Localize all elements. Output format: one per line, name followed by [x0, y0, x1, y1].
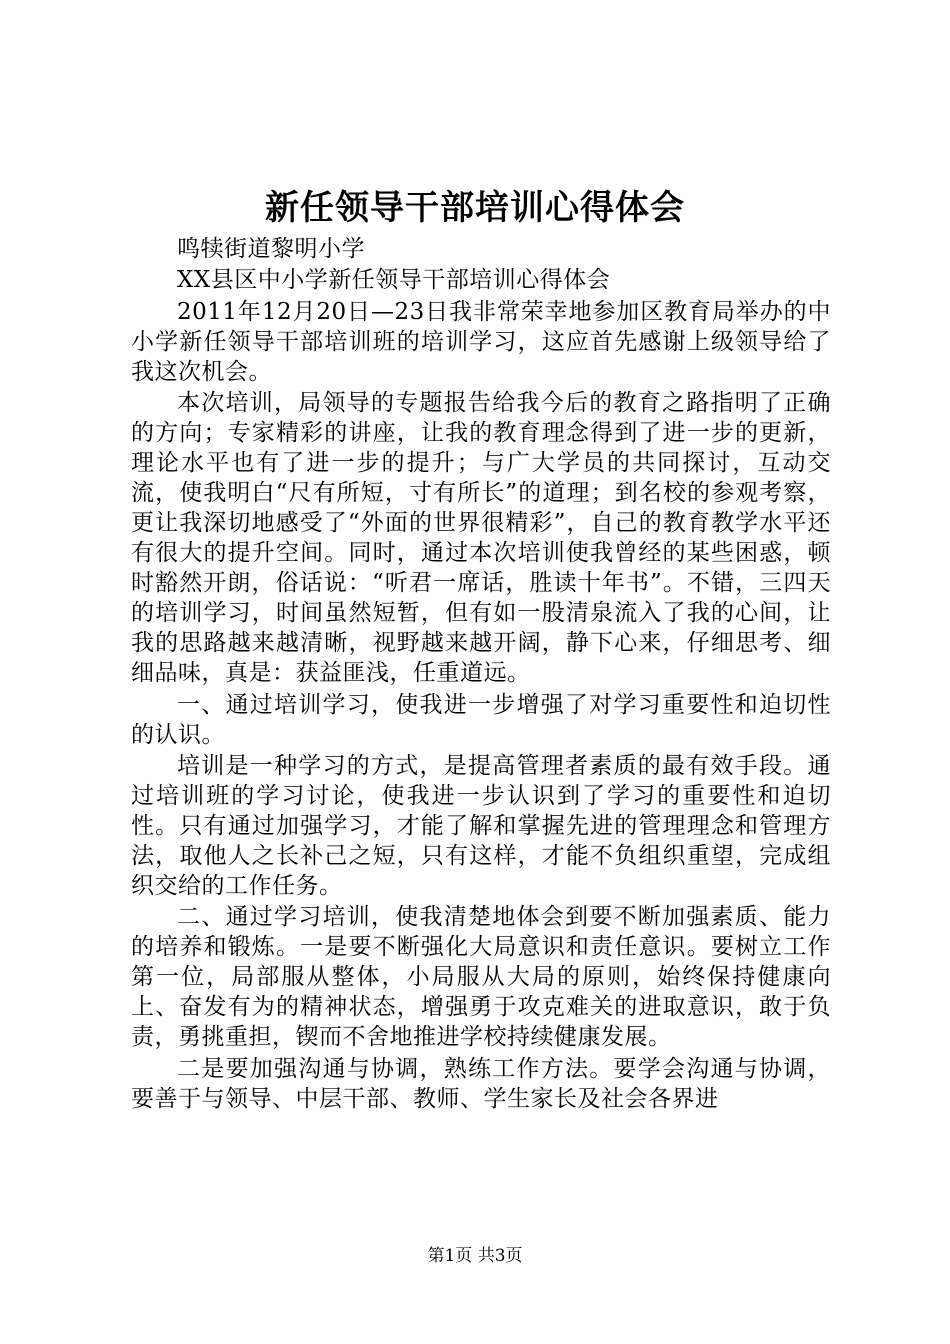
section-heading: 二、通过学习培训，使我清楚地体会到要不断加强素质、能力的培养和锻炼。一是要不断强化大局意识和责任意识。要树立工作第一位，局部服从整体，小局服从大局的原则，始终保持健康向上、奋发有为的精神状态，增强勇于攻克难关的进取意识，敢于负责，勇挑重担，锲而不舍地推进学校持续健康发展。: [131, 904, 831, 1051]
page-number-footer: 第1页 共3页: [427, 1246, 523, 1266]
paragraph: 本次培训，局领导的专题报告给我今后的教育之路指明了正确的方向；专家精彩的讲座，让我的教育理念得到了进一步的更新，理论水平也有了进一步的提升；与广大学员的共同探讨，互动交流，使我明白“尺有所短，寸有所长”的道理；到名校的参观考察，更让我深切地感受了“外面的世界很精彩”，自己的教育教学水平还有很大的提升空间。同时，通过本次培训使我曾经的某些困惑，顿时豁然开朗，俗话说：“听君一席话，胜读十年书”。不错，三四天的培训学习，时间虽然短暂，但有如一股清泉流入了我的心间，让我的思路越来越清晰，视野越来越开阔，静下心来，仔细思考、细细品味，真是：获益匪浅，任重道远。: [131, 390, 831, 687]
document-body: [131, 234, 831, 1115]
author-line: 鸣犊街道黎明小学: [177, 236, 365, 262]
paragraph: 二是要加强沟通与协调，熟练工作方法。要学会沟通与协调，要善于与领导、中层干部、教师、学生家长及社会各界进: [131, 1055, 831, 1112]
paragraph: 培训是一种学习的方式，是提高管理者素质的最有效手段。通过培训班的学习讨论，使我进一步认识到了学习的重要性和迫切性。只有通过加强学习，才能了解和掌握先进的管理理念和管理方法，取他人之长补己之短，只有这样，才能不负组织重望，完成组织交给的工作任务。: [131, 752, 831, 899]
document-title: 新任领导干部培训心得体会: [265, 188, 685, 228]
subtitle-line: XX县区中小学新任领导干部培训心得体会: [177, 267, 611, 294]
paragraph: 2011年12月20日—23日我非常荣幸地参加区教育局举办的中小学新任领导干部培训班的培训学习，这应首先感谢上级领导给了我这次机会。: [131, 298, 831, 385]
section-heading: 一、通过培训学习，使我进一步增强了对学习重要性和迫切性的认识。: [131, 691, 831, 748]
